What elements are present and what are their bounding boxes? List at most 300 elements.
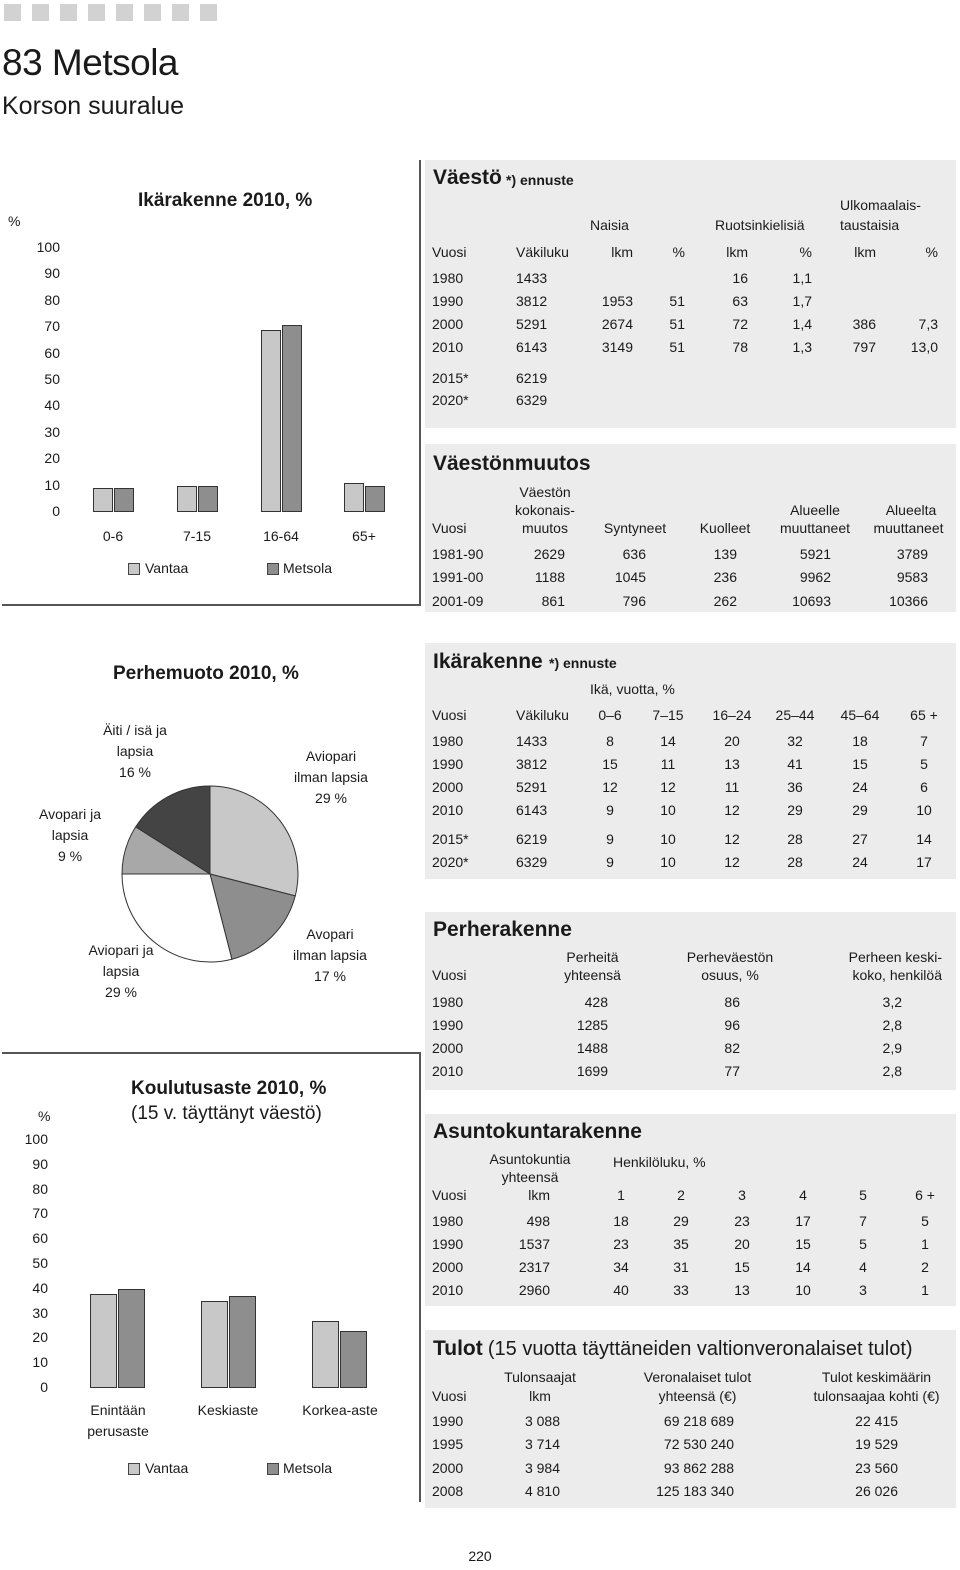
header-square xyxy=(60,4,77,21)
asunto-cell: 498 xyxy=(526,1213,550,1229)
asunto-cell: 29 xyxy=(673,1213,689,1229)
vaesto-cell: 2674 xyxy=(601,316,633,332)
legend-swatch-vantaa xyxy=(128,1463,140,1475)
edu-bar-metsola xyxy=(118,1289,145,1388)
asunto-cell: 5 xyxy=(859,1236,867,1252)
perhe-cell: 1285 xyxy=(576,1017,608,1033)
vaesto-cell: 5291 xyxy=(516,316,548,332)
asunto-header: 1 xyxy=(617,1187,625,1203)
perhe-cell: 2000 xyxy=(432,1040,464,1056)
age-bar-metsola xyxy=(365,486,385,512)
ika-header: 65 + xyxy=(910,707,938,723)
edu-tick-label: 40 xyxy=(32,1279,48,1296)
perhe-h2: osuus, % xyxy=(701,967,759,983)
ika-cell: 5291 xyxy=(516,779,548,795)
legend-label-vantaa: Vantaa xyxy=(145,1460,189,1476)
perhe-h2: Perheväestön xyxy=(686,949,774,965)
ika-cell: 20 xyxy=(724,733,740,749)
vaesto-header: lkm xyxy=(854,244,876,260)
edu-bar-metsola xyxy=(229,1296,256,1388)
ika-cell: 28 xyxy=(787,831,803,847)
ika-cell: 10 xyxy=(660,802,676,818)
tulot-cell: 93 862 288 xyxy=(663,1460,734,1476)
vaesto-cell: 1433 xyxy=(516,270,548,286)
asunto-cell: 3 xyxy=(859,1282,867,1298)
pie-label-aiti xyxy=(80,720,190,783)
age-tick-label: 40 xyxy=(44,397,60,414)
ika-cell: 2015* xyxy=(432,831,469,847)
asunto-header: 5 xyxy=(859,1187,867,1203)
tulot-cell: 125 183 340 xyxy=(656,1483,734,1499)
vaesto-cell: 51 xyxy=(669,316,685,332)
vaesto-cell: 6329 xyxy=(516,392,548,408)
ika-cell: 1990 xyxy=(432,756,464,772)
header-square xyxy=(4,4,21,21)
ika-cell: 18 xyxy=(852,733,868,749)
ika-cell: 2000 xyxy=(432,779,464,795)
muutos-h-synt: Syntyneet xyxy=(603,520,667,536)
ika-header: 16–24 xyxy=(712,707,752,723)
asunto-cell: 18 xyxy=(613,1213,629,1229)
legend-label-metsola: Metsola xyxy=(283,1460,333,1476)
muutos-h-alueelle: Alueelle xyxy=(790,502,840,518)
header-square xyxy=(172,4,189,21)
muutos-cell: 1188 xyxy=(534,569,565,585)
age-tick-label: 20 xyxy=(44,450,60,467)
age-tick-label: 80 xyxy=(44,291,60,308)
vaesto-group-naisia: Naisia xyxy=(590,217,629,233)
vaesto-header: Vuosi xyxy=(432,244,467,260)
perhe-cell: 96 xyxy=(724,1017,740,1033)
pie-label-line: ilman lapsia xyxy=(294,769,368,785)
asunto-cell: 1990 xyxy=(432,1236,464,1252)
ika-cell: 12 xyxy=(660,779,676,795)
perhe-h-vuosi: Vuosi xyxy=(432,967,467,983)
muutos-cell: 236 xyxy=(713,569,737,585)
ika-group: Ikä, vuotta, % xyxy=(590,681,675,697)
asunto-cell: 13 xyxy=(734,1282,750,1298)
perhe-cell: 77 xyxy=(724,1063,740,1079)
ika-cell: 6329 xyxy=(516,854,548,870)
pie-label-line: 29 % xyxy=(315,790,347,806)
asunto-cell: 2000 xyxy=(432,1259,464,1275)
perhe-title: Perherakenne xyxy=(433,918,572,941)
asunto-cell: 1 xyxy=(921,1282,929,1298)
vaesto-header: % xyxy=(672,244,685,260)
ika-cell: 9 xyxy=(606,854,614,870)
legend-label-metsola: Metsola xyxy=(283,560,333,576)
tulot-cell: 23 560 xyxy=(855,1460,898,1476)
vaesto-cell: 63 xyxy=(732,293,748,309)
ika-cell: 12 xyxy=(724,854,740,870)
age-bar-metsola xyxy=(114,488,134,512)
age-category-label: 0-6 xyxy=(102,528,124,544)
ika-cell: 1433 xyxy=(516,733,548,749)
tulot-h2: Veronalaiset tulot xyxy=(643,1369,752,1385)
edu-cat-label: Keskiaste xyxy=(197,1402,259,1418)
page-number: 220 xyxy=(468,1548,492,1564)
family-chart-title: Perhemuoto 2010, % xyxy=(113,663,299,684)
perhe-cell: 2,8 xyxy=(882,1063,902,1079)
age-category-label: 16-64 xyxy=(263,528,299,544)
asunto-cell: 1 xyxy=(921,1236,929,1252)
age-bar-vantaa xyxy=(177,486,197,512)
tulot-cell: 69 218 689 xyxy=(663,1413,734,1429)
vaesto-cell: 51 xyxy=(669,339,685,355)
ika-cell: 29 xyxy=(787,802,803,818)
ika-cell: 6 xyxy=(920,779,928,795)
pie-label-line: Avopari xyxy=(306,926,354,942)
perhe-cell: 3,2 xyxy=(882,994,902,1010)
perhe-cell: 1980 xyxy=(432,994,464,1010)
vaesto-header: lkm xyxy=(726,244,748,260)
perhe-cell: 2,8 xyxy=(882,1017,902,1033)
perhe-cell: 2,9 xyxy=(882,1040,902,1056)
muutos-title: Väestönmuutos xyxy=(433,452,591,475)
asunto-h-ak: Asuntokuntia xyxy=(489,1151,571,1167)
divider xyxy=(419,160,421,606)
pie-label-line: lapsia xyxy=(51,827,89,843)
ika-cell: 12 xyxy=(602,779,618,795)
perhe-cell: 1990 xyxy=(432,1017,464,1033)
pie-label-line: Äiti / isä ja xyxy=(103,722,167,738)
edu-bar-vantaa xyxy=(90,1294,117,1388)
muutos-cell: 636 xyxy=(622,546,646,562)
asunto-cell: 2010 xyxy=(432,1282,464,1298)
tulot-cell: 72 530 240 xyxy=(663,1436,734,1452)
ika-cell: 12 xyxy=(724,831,740,847)
family-pie-chart xyxy=(120,784,300,964)
ika-cell: 10 xyxy=(916,802,932,818)
muutos-h-alueelta: muuttaneet xyxy=(873,520,944,536)
edu-bar-vantaa xyxy=(201,1301,228,1388)
ika-cell: 27 xyxy=(852,831,868,847)
ika-header: 45–64 xyxy=(840,707,880,723)
perhe-h1: yhteensä xyxy=(564,967,621,983)
asunto-cell: 2960 xyxy=(518,1282,550,1298)
muutos-cell: 2629 xyxy=(533,546,565,562)
perhe-cell: 428 xyxy=(584,994,608,1010)
age-bar-metsola xyxy=(282,325,302,512)
tulot-cell: 3 984 xyxy=(524,1460,560,1476)
muutos-cell: 1981-90 xyxy=(432,546,484,562)
ika-cell: 14 xyxy=(916,831,932,847)
age-tick-label: 10 xyxy=(44,476,60,493)
tulot-cell: 2008 xyxy=(432,1483,464,1499)
age-bar-vantaa xyxy=(93,488,113,512)
header-square xyxy=(88,4,105,21)
perhe-h3: koko, henkilöä xyxy=(852,967,942,983)
vaesto-group-ulko: Ulkomaalais- xyxy=(840,197,921,213)
divider xyxy=(2,1052,421,1054)
muutos-cell: 139 xyxy=(713,546,737,562)
ika-cell: 11 xyxy=(660,756,676,772)
legend-swatch-metsola xyxy=(267,1463,279,1475)
asunto-header: 3 xyxy=(738,1187,746,1203)
tulot-title-rest: (15 vuotta täyttäneiden valtionveronalaiset tulot) xyxy=(487,1338,913,1360)
pie-label-line: 16 % xyxy=(119,764,151,780)
tulot-cell: 3 714 xyxy=(524,1436,560,1452)
tulot-cell: 1995 xyxy=(432,1436,464,1452)
asunto-cell: 2 xyxy=(921,1259,929,1275)
ika-cell: 13 xyxy=(724,756,740,772)
ika-cell: 28 xyxy=(787,854,803,870)
asunto-cell: 17 xyxy=(795,1213,811,1229)
vaesto-cell: 51 xyxy=(669,293,685,309)
ika-cell: 6219 xyxy=(516,831,548,847)
header-square xyxy=(32,4,49,21)
vaesto-cell: 1953 xyxy=(601,293,633,309)
ika-cell: 10 xyxy=(660,831,676,847)
asunto-cell: 1537 xyxy=(518,1236,550,1252)
vaesto-cell: 3149 xyxy=(601,339,633,355)
edu-bar-vantaa xyxy=(312,1321,339,1388)
ika-cell: 14 xyxy=(660,733,676,749)
ika-cell: 9 xyxy=(606,831,614,847)
vaesto-cell: 1990 xyxy=(432,293,464,309)
asunto-cell: 4 xyxy=(859,1259,867,1275)
header-square xyxy=(200,4,217,21)
muutos-cell: 3789 xyxy=(896,546,928,562)
ika-cell: 7 xyxy=(920,733,928,749)
vaesto-cell: 1,1 xyxy=(792,270,812,286)
muutos-cell: 2001-09 xyxy=(432,593,484,609)
ika-cell: 29 xyxy=(852,802,868,818)
perhe-cell: 2010 xyxy=(432,1063,464,1079)
asunto-cell: 5 xyxy=(921,1213,929,1229)
ika-cell: 8 xyxy=(606,733,614,749)
ika-header: 7–15 xyxy=(652,707,684,723)
edu-tick-label: 60 xyxy=(32,1230,48,1247)
asunto-header: lkm xyxy=(528,1187,550,1203)
muutos-cell: 262 xyxy=(713,593,737,609)
asunto-cell: 23 xyxy=(734,1213,750,1229)
pie-label-line: Aviopari xyxy=(305,748,357,764)
edu-tick-label: 90 xyxy=(32,1155,48,1172)
age-bar-vantaa xyxy=(344,483,364,512)
edu-y-unit: % xyxy=(38,1108,51,1124)
age-y-unit: % xyxy=(8,213,21,229)
edu-tick-label: 70 xyxy=(32,1205,48,1222)
edu-tick-label: 100 xyxy=(24,1131,48,1147)
ika-cell: 6143 xyxy=(516,802,548,818)
age-tick-label: 50 xyxy=(44,371,60,387)
asunto-cell: 2317 xyxy=(518,1259,550,1275)
age-bar-metsola xyxy=(198,486,218,512)
muutos-h-vuosi: Vuosi xyxy=(432,520,467,536)
age-tick-label: 30 xyxy=(44,423,60,440)
asunto-cell: 20 xyxy=(734,1236,750,1252)
asunto-cell: 14 xyxy=(795,1259,811,1275)
pie-label-line: 29 % xyxy=(105,984,137,1000)
asunto-cell: 15 xyxy=(795,1236,811,1252)
muutos-cell: 10693 xyxy=(792,593,831,609)
legend-swatch-vantaa xyxy=(128,563,140,575)
vaesto-note: *) ennuste xyxy=(506,172,574,188)
ika-cell: 17 xyxy=(916,854,932,870)
ika-header: Vuosi xyxy=(432,707,467,723)
vaesto-header: lkm xyxy=(611,244,633,260)
edu-cat-line: Enintään xyxy=(90,1402,146,1418)
asunto-cell: 10 xyxy=(795,1282,811,1298)
edu-tick-label: 30 xyxy=(32,1304,48,1321)
vaesto-cell: 2020* xyxy=(432,392,469,408)
vaesto-cell: 386 xyxy=(852,316,876,332)
pie-label-line: Aviopari ja xyxy=(88,942,154,958)
age-category-label: 7-15 xyxy=(182,528,212,544)
pie-label-line: 9 % xyxy=(57,848,83,864)
vaesto-cell: 16 xyxy=(732,270,748,286)
vaesto-cell: 78 xyxy=(732,339,748,355)
muutos-cell: 1045 xyxy=(614,569,646,585)
ika-note: *) ennuste xyxy=(549,655,617,671)
age-tick-label: 60 xyxy=(44,344,60,361)
vaesto-group-ulko: taustaisia xyxy=(840,217,900,233)
perhe-h3: Perheen keski- xyxy=(848,949,942,965)
ika-cell: 5 xyxy=(920,756,928,772)
muutos-h-alueelta: Alueelta xyxy=(885,502,937,518)
ika-cell: 32 xyxy=(787,733,803,749)
edu-tick-label: 10 xyxy=(32,1354,48,1371)
page-title: 83 Metsola xyxy=(2,42,178,83)
perhe-h1: Perheitä xyxy=(566,949,619,965)
ika-cell: 15 xyxy=(852,756,868,772)
pie-label-line: lapsia xyxy=(116,743,154,759)
header-square xyxy=(116,4,133,21)
perhe-cell: 1488 xyxy=(576,1040,608,1056)
tulot-h1: Tulonsaajat xyxy=(504,1369,576,1385)
tulot-h1: lkm xyxy=(529,1388,551,1404)
vaesto-cell: 1980 xyxy=(432,270,464,286)
ika-cell: 11 xyxy=(724,779,740,795)
asunto-cell: 34 xyxy=(613,1259,629,1275)
edu-cat-label: Korkea-aste xyxy=(302,1402,378,1418)
muutos-cell: 5921 xyxy=(799,546,831,562)
page-subtitle: Korson suuralue xyxy=(2,92,185,120)
asunto-header: Vuosi xyxy=(432,1187,467,1203)
muutos-h-kok: Väestön xyxy=(519,484,571,500)
vaesto-header: % xyxy=(799,244,812,260)
vaesto-cell: 1,7 xyxy=(792,293,812,309)
tulot-title: Tulot xyxy=(433,1337,483,1360)
ika-header: Väkiluku xyxy=(516,707,569,723)
asunto-h-ak: yhteensä xyxy=(501,1169,559,1185)
legend-swatch-metsola xyxy=(267,563,279,575)
tulot-cell: 1990 xyxy=(432,1413,464,1429)
age-tick-label: 70 xyxy=(44,318,60,335)
muutos-cell: 796 xyxy=(622,593,646,609)
vaesto-cell: 2010 xyxy=(432,339,464,355)
edu-tick-label: 50 xyxy=(32,1255,48,1271)
edu-chart-subtitle: (15 v. täyttänyt väestö) xyxy=(131,1103,322,1124)
asunto-h-hl: Henkilöluku, % xyxy=(613,1154,706,1170)
vaesto-header: % xyxy=(925,244,938,260)
vaesto-cell: 1,3 xyxy=(792,339,812,355)
tulot-cell: 2000 xyxy=(432,1460,464,1476)
ika-title: Ikärakenne xyxy=(433,650,543,673)
ika-cell: 2010 xyxy=(432,802,464,818)
tulot-h2: yhteensä (€) xyxy=(658,1388,737,1404)
edu-tick-label: 0 xyxy=(40,1379,48,1395)
asunto-cell: 1980 xyxy=(432,1213,464,1229)
muutos-cell: 10366 xyxy=(889,593,928,609)
edu-cat-label xyxy=(68,1400,168,1442)
vaesto-cell: 1,4 xyxy=(792,316,812,332)
ika-cell: 36 xyxy=(787,779,803,795)
tulot-h3: Tulot keskimäärin xyxy=(821,1369,932,1385)
divider xyxy=(419,1052,421,1502)
vaesto-cell: 2015* xyxy=(432,370,469,386)
vaesto-group-ruotsi: Ruotsinkielisiä xyxy=(715,217,805,233)
tulot-cell: 19 529 xyxy=(855,1436,898,1452)
ika-cell: 3812 xyxy=(516,756,548,772)
ika-cell: 24 xyxy=(852,779,868,795)
vaesto-cell: 6143 xyxy=(516,339,548,355)
asunto-cell: 40 xyxy=(613,1282,629,1298)
vaesto-header: Väkiluku xyxy=(516,244,569,260)
ika-cell: 9 xyxy=(606,802,614,818)
ika-cell: 15 xyxy=(602,756,618,772)
age-bar-vantaa xyxy=(261,330,281,512)
ika-cell: 1980 xyxy=(432,733,464,749)
asunto-cell: 35 xyxy=(673,1236,689,1252)
ika-cell: 2020* xyxy=(432,854,469,870)
age-tick-label: 0 xyxy=(52,503,60,519)
muutos-h-kok: muutos xyxy=(522,520,568,536)
tulot-h-vuosi: Vuosi xyxy=(432,1388,467,1404)
age-category-label: 65+ xyxy=(352,528,376,544)
muutos-h-alueelle: muuttaneet xyxy=(779,520,851,536)
muutos-cell: 9583 xyxy=(896,569,928,585)
edu-chart-title: Koulutusaste 2010, % xyxy=(131,1078,327,1099)
tulot-cell: 3 088 xyxy=(524,1413,560,1429)
perhe-cell: 82 xyxy=(724,1040,740,1056)
vaesto-cell: 7,3 xyxy=(918,316,938,332)
perhe-cell: 86 xyxy=(724,994,740,1010)
muutos-cell: 861 xyxy=(541,593,565,609)
asunto-cell: 23 xyxy=(613,1236,629,1252)
pie-label-line: lapsia xyxy=(102,963,140,979)
pie-label-line: 17 % xyxy=(314,968,346,984)
tulot-title-row xyxy=(433,1337,913,1361)
pie-label-line: Avopari ja xyxy=(38,806,101,822)
perhe-cell: 1699 xyxy=(576,1063,608,1079)
vaesto-cell: 72 xyxy=(732,316,748,332)
ika-cell: 12 xyxy=(724,802,740,818)
asunto-cell: 7 xyxy=(859,1213,867,1229)
vaesto-cell: 3812 xyxy=(516,293,548,309)
vaesto-cell: 13,0 xyxy=(910,339,938,355)
age-tick-label: 90 xyxy=(44,265,60,282)
ika-header: 0–6 xyxy=(598,707,622,723)
edu-bar-metsola xyxy=(340,1331,367,1388)
muutos-h-kok: kokonais- xyxy=(515,502,575,518)
divider xyxy=(2,604,421,606)
asunto-header: 4 xyxy=(799,1187,807,1203)
tulot-h3: tulonsaajaa kohti (€) xyxy=(813,1388,940,1404)
asunto-cell: 15 xyxy=(734,1259,750,1275)
asunto-cell: 31 xyxy=(673,1259,689,1275)
tulot-cell: 22 415 xyxy=(855,1413,898,1429)
muutos-h-kuol: Kuolleet xyxy=(699,520,751,536)
vaesto-cell: 2000 xyxy=(432,316,464,332)
tulot-cell: 4 810 xyxy=(524,1483,560,1499)
vaesto-cell: 797 xyxy=(852,339,876,355)
vaesto-title: Väestö xyxy=(433,166,502,189)
edu-tick-label: 80 xyxy=(32,1180,48,1197)
age-tick-label: 100 xyxy=(36,239,60,255)
age-chart-title: Ikärakenne 2010, % xyxy=(138,190,313,211)
